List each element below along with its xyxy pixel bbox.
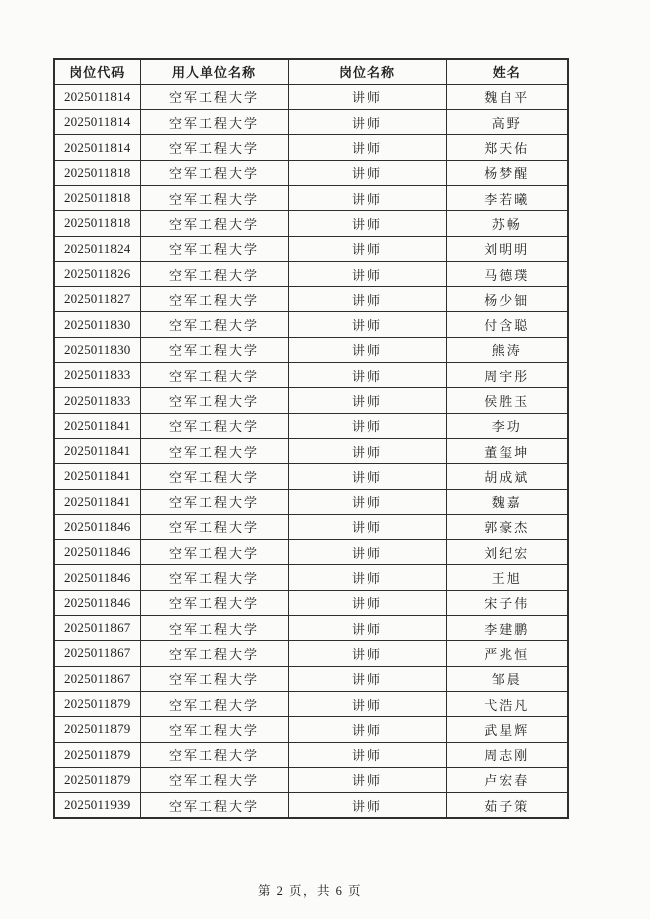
job-code-cell: 2025011879 xyxy=(54,742,140,767)
employer-cell: 空军工程大学 xyxy=(140,84,288,109)
table-row xyxy=(54,110,568,135)
name-cell: 马德璞 xyxy=(446,261,568,286)
table-row xyxy=(54,363,568,388)
table-row xyxy=(54,84,568,109)
table-row xyxy=(54,287,568,312)
header-employer: 用人单位名称 xyxy=(140,59,288,84)
table-row xyxy=(54,489,568,514)
name-cell: 李若曦 xyxy=(446,185,568,210)
table-row xyxy=(54,211,568,236)
table-row xyxy=(54,388,568,413)
employer-cell: 空军工程大学 xyxy=(140,717,288,742)
name-cell: 苏畅 xyxy=(446,211,568,236)
job-title-cell: 讲师 xyxy=(288,287,446,312)
job-title-cell: 讲师 xyxy=(288,312,446,337)
job-title-cell: 讲师 xyxy=(288,84,446,109)
employer-cell: 空军工程大学 xyxy=(140,160,288,185)
job-title-cell: 讲师 xyxy=(288,236,446,261)
name-cell: 刘明明 xyxy=(446,236,568,261)
job-title-cell: 讲师 xyxy=(288,464,446,489)
employer-cell: 空军工程大学 xyxy=(140,287,288,312)
employer-cell: 空军工程大学 xyxy=(140,261,288,286)
job-code-cell: 2025011826 xyxy=(54,261,140,286)
employer-cell: 空军工程大学 xyxy=(140,514,288,539)
table-row xyxy=(54,438,568,463)
name-cell: 魏嘉 xyxy=(446,489,568,514)
name-cell: 武星辉 xyxy=(446,717,568,742)
name-cell: 茹子策 xyxy=(446,793,568,818)
employer-cell: 空军工程大学 xyxy=(140,464,288,489)
employer-cell: 空军工程大学 xyxy=(140,363,288,388)
table-row xyxy=(54,337,568,362)
job-title-cell: 讲师 xyxy=(288,413,446,438)
employer-cell: 空军工程大学 xyxy=(140,489,288,514)
table-row xyxy=(54,464,568,489)
table-row xyxy=(54,236,568,261)
employer-cell: 空军工程大学 xyxy=(140,337,288,362)
job-code-cell: 2025011818 xyxy=(54,211,140,236)
position-roster-table xyxy=(53,58,569,819)
header-job-title: 岗位名称 xyxy=(288,59,446,84)
job-code-cell: 2025011814 xyxy=(54,135,140,160)
table-body xyxy=(54,84,568,818)
job-title-cell: 讲师 xyxy=(288,438,446,463)
job-code-cell: 2025011830 xyxy=(54,337,140,362)
job-title-cell: 讲师 xyxy=(288,565,446,590)
job-title-cell: 讲师 xyxy=(288,514,446,539)
employer-cell: 空军工程大学 xyxy=(140,666,288,691)
job-code-cell: 2025011841 xyxy=(54,438,140,463)
employer-cell: 空军工程大学 xyxy=(140,641,288,666)
name-cell: 王旭 xyxy=(446,565,568,590)
header-name: 姓名 xyxy=(446,59,568,84)
name-cell: 卢宏春 xyxy=(446,767,568,792)
table-row xyxy=(54,135,568,160)
name-cell: 严兆恒 xyxy=(446,641,568,666)
job-code-cell: 2025011824 xyxy=(54,236,140,261)
table-header-row xyxy=(54,59,568,84)
job-code-cell: 2025011879 xyxy=(54,717,140,742)
job-title-cell: 讲师 xyxy=(288,691,446,716)
job-title-cell: 讲师 xyxy=(288,590,446,615)
name-cell: 郑天佑 xyxy=(446,135,568,160)
name-cell: 李建鹏 xyxy=(446,616,568,641)
name-cell: 董玺坤 xyxy=(446,438,568,463)
job-title-cell: 讲师 xyxy=(288,160,446,185)
name-cell: 魏自平 xyxy=(446,84,568,109)
job-code-cell: 2025011818 xyxy=(54,160,140,185)
job-title-cell: 讲师 xyxy=(288,388,446,413)
job-title-cell: 讲师 xyxy=(288,261,446,286)
table-row xyxy=(54,691,568,716)
name-cell: 周宇彤 xyxy=(446,363,568,388)
name-cell: 侯胜玉 xyxy=(446,388,568,413)
job-code-cell: 2025011867 xyxy=(54,666,140,691)
name-cell: 付含聪 xyxy=(446,312,568,337)
name-cell: 李功 xyxy=(446,413,568,438)
name-cell: 周志刚 xyxy=(446,742,568,767)
job-code-cell: 2025011833 xyxy=(54,388,140,413)
job-code-cell: 2025011833 xyxy=(54,363,140,388)
name-cell: 宋子伟 xyxy=(446,590,568,615)
employer-cell: 空军工程大学 xyxy=(140,236,288,261)
employer-cell: 空军工程大学 xyxy=(140,565,288,590)
employer-cell: 空军工程大学 xyxy=(140,767,288,792)
name-cell: 邹晨 xyxy=(446,666,568,691)
job-title-cell: 讲师 xyxy=(288,540,446,565)
table-row xyxy=(54,565,568,590)
employer-cell: 空军工程大学 xyxy=(140,110,288,135)
name-cell: 杨梦醒 xyxy=(446,160,568,185)
table-row xyxy=(54,666,568,691)
name-cell: 弋浩凡 xyxy=(446,691,568,716)
table-row xyxy=(54,742,568,767)
table-row xyxy=(54,767,568,792)
table-row xyxy=(54,540,568,565)
page-number: 第 2 页，共 6 页 xyxy=(257,884,362,898)
job-title-cell: 讲师 xyxy=(288,641,446,666)
name-cell: 胡成斌 xyxy=(446,464,568,489)
name-cell: 郭豪杰 xyxy=(446,514,568,539)
job-title-cell: 讲师 xyxy=(288,666,446,691)
table-row xyxy=(54,185,568,210)
employer-cell: 空军工程大学 xyxy=(140,211,288,236)
table-row xyxy=(54,590,568,615)
employer-cell: 空军工程大学 xyxy=(140,540,288,565)
table-row xyxy=(54,641,568,666)
job-title-cell: 讲师 xyxy=(288,185,446,210)
employer-cell: 空军工程大学 xyxy=(140,590,288,615)
employer-cell: 空军工程大学 xyxy=(140,691,288,716)
table-row xyxy=(54,717,568,742)
table-row xyxy=(54,413,568,438)
job-title-cell: 讲师 xyxy=(288,742,446,767)
name-cell: 高野 xyxy=(446,110,568,135)
employer-cell: 空军工程大学 xyxy=(140,135,288,160)
job-title-cell: 讲师 xyxy=(288,767,446,792)
job-code-cell: 2025011846 xyxy=(54,540,140,565)
job-title-cell: 讲师 xyxy=(288,135,446,160)
employer-cell: 空军工程大学 xyxy=(140,185,288,210)
job-code-cell: 2025011867 xyxy=(54,616,140,641)
job-code-cell: 2025011841 xyxy=(54,464,140,489)
employer-cell: 空军工程大学 xyxy=(140,616,288,641)
job-code-cell: 2025011846 xyxy=(54,565,140,590)
job-title-cell: 讲师 xyxy=(288,793,446,818)
employer-cell: 空军工程大学 xyxy=(140,312,288,337)
job-code-cell: 2025011818 xyxy=(54,185,140,210)
employer-cell: 空军工程大学 xyxy=(140,413,288,438)
table-row xyxy=(54,261,568,286)
table-row xyxy=(54,793,568,818)
employer-cell: 空军工程大学 xyxy=(140,742,288,767)
employer-cell: 空军工程大学 xyxy=(140,388,288,413)
job-code-cell: 2025011879 xyxy=(54,767,140,792)
job-code-cell: 2025011830 xyxy=(54,312,140,337)
job-code-cell: 2025011846 xyxy=(54,514,140,539)
name-cell: 熊涛 xyxy=(446,337,568,362)
table-row xyxy=(54,312,568,337)
job-code-cell: 2025011867 xyxy=(54,641,140,666)
job-code-cell: 2025011939 xyxy=(54,793,140,818)
job-code-cell: 2025011827 xyxy=(54,287,140,312)
name-cell: 杨少钿 xyxy=(446,287,568,312)
employer-cell: 空军工程大学 xyxy=(140,438,288,463)
job-code-cell: 2025011879 xyxy=(54,691,140,716)
job-title-cell: 讲师 xyxy=(288,337,446,362)
job-code-cell: 2025011841 xyxy=(54,489,140,514)
job-title-cell: 讲师 xyxy=(288,363,446,388)
job-code-cell: 2025011846 xyxy=(54,590,140,615)
table-row xyxy=(54,616,568,641)
employer-cell: 空军工程大学 xyxy=(140,793,288,818)
table-row xyxy=(54,160,568,185)
job-title-cell: 讲师 xyxy=(288,110,446,135)
job-code-cell: 2025011814 xyxy=(54,84,140,109)
job-title-cell: 讲师 xyxy=(288,717,446,742)
job-code-cell: 2025011814 xyxy=(54,110,140,135)
table-row xyxy=(54,514,568,539)
job-title-cell: 讲师 xyxy=(288,616,446,641)
job-code-cell: 2025011841 xyxy=(54,413,140,438)
header-job-code: 岗位代码 xyxy=(54,59,140,84)
job-title-cell: 讲师 xyxy=(288,211,446,236)
job-title-cell: 讲师 xyxy=(288,489,446,514)
name-cell: 刘纪宏 xyxy=(446,540,568,565)
